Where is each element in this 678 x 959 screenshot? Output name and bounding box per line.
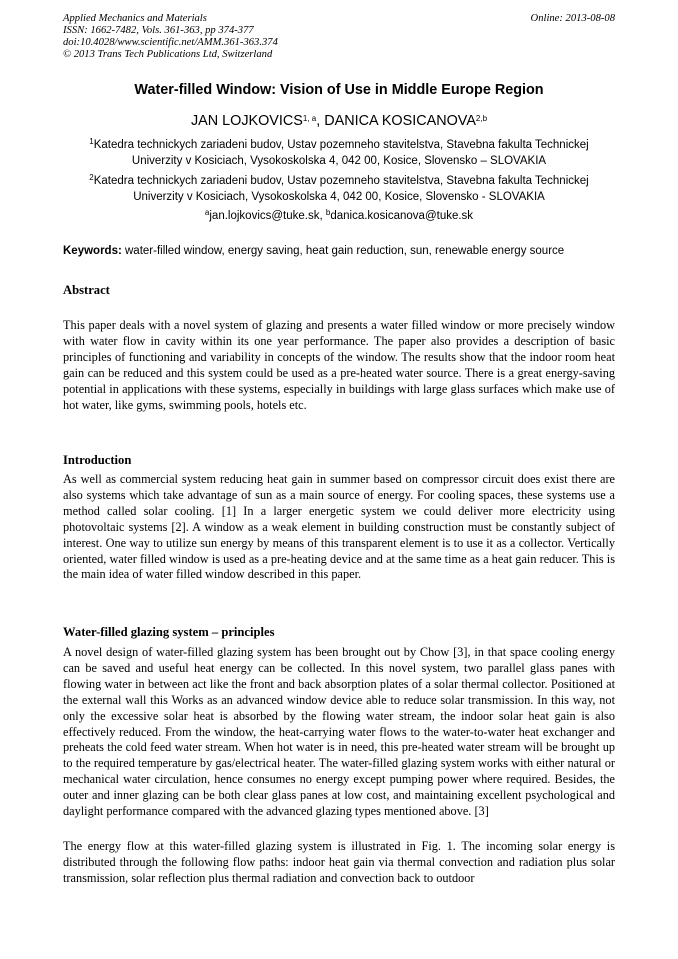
journal-name: Applied Mechanics and Materials: [63, 13, 207, 24]
introduction-paragraph: As well as commercial system reducing heat gain in summer based on compressor circuit does exist there are also systems which take advantage of sun as a main source of energy. For cooling spaces, these systems use a method called solar cooling. [1] In a larger energetic system we could deliver more electricity using photovoltaic systems [2]. A window as a weak element in building construction must be constantly subject of interest. One way to utilize sun energy by means of this transparent element is to use it as a collector. Vertically oriented, water filled window is used as a pre-heating device and at the same time as a heat gain reducer. This is the main idea of water filled window described in this paper.: [63, 472, 615, 582]
author-separator: ,: [316, 113, 325, 129]
author-1-sup: 1, a: [302, 114, 317, 123]
affiliation-1-text1: Katedra technickych zariadeni budov, Ustav pozemneho stavitelstva, Stavebna fakulta Technickej: [93, 139, 589, 151]
keywords-text: water-filled window, energy saving, heat gain reduction, sun, renewable energy source: [121, 245, 565, 257]
journal-header: [63, 13, 615, 61]
abstract-heading: Abstract: [63, 283, 110, 297]
author-2: DANICA KOSICANOVA: [324, 113, 476, 129]
online-date: Online: 2013-08-08: [530, 13, 615, 24]
affiliation-1-line1: [60, 138, 618, 154]
affiliation-2-line2: Univerzity v Kosiciach, Vysokoskolska 4, 042 00, Kosice, Slovensko - SLOVAKIA: [133, 190, 545, 203]
paper-title: Water-filled Window: Vision of Use in Middle Europe Region: [134, 82, 544, 98]
copyright-line: © 2013 Trans Tech Publications Ltd, Switzerland: [63, 49, 273, 60]
energy-flow-paragraph: The energy flow at this water-filled glazing system is illustrated in Fig. 1. The incoming solar energy is distributed through the following flow paths: indoor heat gain via thermal convection and radiation plus solar transmission, solar reflection plus thermal radiation and convection back to outdoor: [63, 839, 615, 885]
principles-paragraph: A novel design of water-filled glazing system has been brought out by Chow [3], in that space cooling energy can be saved and useful heat energy can be collected. In this novel system, two parallel glass panes with flowing water in between act like the front and back absorption plates of a solar thermal collector. Positioned at the external wall this Works as an advanced window device able to reduce solar transmission. In this way, not only the excessive solar heat is absorbed by the flowing water stream, the indoor solar heat gain is also effectively reduced. From the window, the heat-carrying water flows to the water-to-water heat exchanger and preheats the cold feed water stream. When hot water is in need, this pre-heated water stream will be brought up to the required temperature by gas/electrical heater. The water-filled glazing system works with either natural or mechanical water circulation, hence consumes no energy except pumping power where required. Besides, the outer and inner glazing can be both clear glass panes at low cost, and maintaining excellent psychological and daylight performance compared with the advanced glazing types mentioned above. [3]: [63, 645, 615, 819]
introduction-heading: Introduction: [63, 453, 132, 467]
author-2-sup: 2,b: [475, 114, 488, 123]
doi-line: doi:10.4028/www.scientific.net/AMM.361-363.374: [63, 37, 278, 48]
author-line: [0, 113, 678, 129]
abstract-paragraph: This paper deals with a novel system of glazing and presents a water filled window or more precisely window with water flow in cavity within its one year performance. The paper also provides a description of basic principles of functioning and variability in concepts of the window. The results show that the indoor room heat gain can be reduced and this system could be used as a pre-heated water source. There is a great energy-saving potential in applications with these systems, especially in buildings with large glass surfaces which make use of hot water, like gyms, swimming pools, hotels etc.: [63, 318, 615, 412]
affiliation-1: [60, 138, 618, 169]
affiliation-1-sup: 1: [89, 137, 94, 146]
keywords: [63, 245, 618, 257]
affiliation-1-line2: Univerzity v Kosiciach, Vysokoskolska 4, 042 00, Kosice, Slovensko – SLOVAKIA: [131, 154, 547, 167]
email-sup-b: b: [325, 208, 331, 217]
issn-line: ISSN: 1662-7482, Vols. 361-363, pp 374-377: [63, 25, 254, 36]
keywords-label: Keywords:: [63, 245, 122, 257]
email-line: [0, 210, 678, 222]
affiliation-2: [60, 174, 618, 205]
email-sup-a: a: [204, 208, 210, 217]
email-separator: ,: [319, 210, 326, 222]
email-2[interactable]: danica.kosicanova@tuke.sk: [330, 210, 474, 222]
affiliation-2-text1: Katedra technickych zariadeni budov, Ustav pozemneho stavitelstva, Stavebna fakulta Technickej: [93, 175, 589, 187]
principles-heading: Water-filled glazing system – principles: [63, 625, 275, 639]
email-1[interactable]: jan.lojkovics@tuke.sk: [209, 210, 320, 222]
author-1: JAN LOJKOVICS: [190, 113, 303, 129]
affiliation-2-line1: [60, 174, 618, 190]
affiliation-2-sup: 2: [89, 173, 94, 182]
